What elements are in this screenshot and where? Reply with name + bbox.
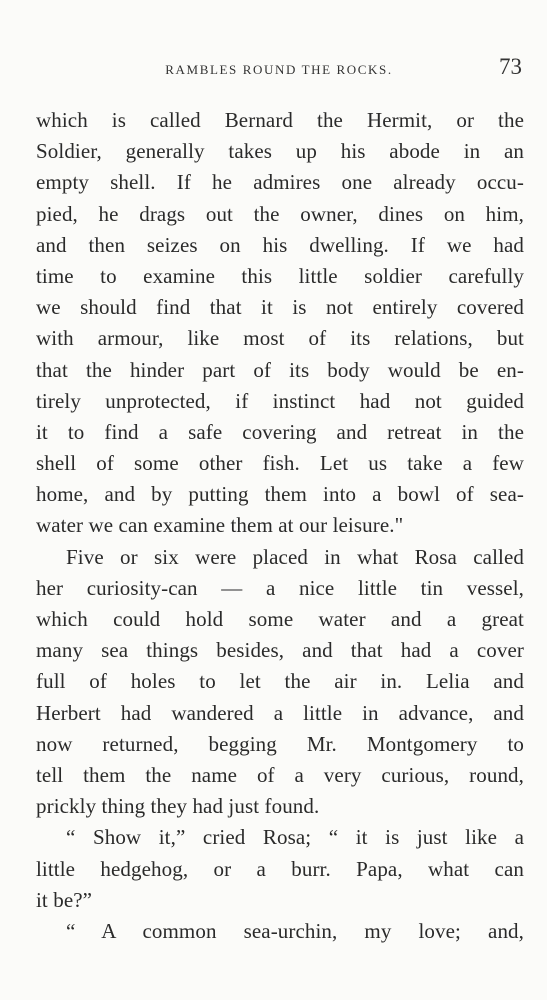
- text-line: empty shell. If he admires one already occu-: [36, 170, 524, 195]
- text-line: full of holes to let the air in. Lelia and: [36, 669, 524, 694]
- text-line: her curiosity-can — a nice little tin vessel,: [36, 575, 524, 600]
- running-head: [36, 54, 522, 84]
- text-line: little hedgehog, or a burr. Papa, what can: [36, 856, 524, 881]
- text-line: Five or six were placed in what Rosa called: [66, 544, 524, 569]
- text-line: with armour, like most of its relations, but: [36, 326, 524, 351]
- page-number: 73: [499, 54, 522, 79]
- text-line: prickly thing they had just found.: [36, 794, 320, 819]
- running-title: RAMBLES ROUND THE ROCKS.: [165, 62, 393, 77]
- text-line: many sea things besides, and that had a cover: [36, 638, 524, 663]
- body-text: [36, 105, 524, 947]
- text-line: tirely unprotected, if instinct had not guided: [36, 388, 524, 413]
- text-line: tell them the name of a very curious, round,: [36, 762, 524, 787]
- text-line: water we can examine them at our leisure.": [36, 513, 404, 538]
- text-line: which is called Bernard the Hermit, or the: [36, 108, 524, 132]
- text-line: that the hinder part of its body would be en-: [36, 357, 524, 382]
- text-line: shell of some other fish. Let us take a few: [36, 451, 524, 476]
- text-line: it be?”: [36, 887, 93, 912]
- text-line: we should find that it is not entirely covered: [36, 295, 524, 320]
- text-line: “ A common sea-urchin, my love; and,: [66, 918, 524, 943]
- text-line: “ Show it,” cried Rosa; “ it is just like a: [66, 825, 524, 850]
- text-line: which could hold some water and a great: [36, 607, 524, 631]
- text-line: home, and by putting them into a bowl of sea-: [36, 482, 524, 507]
- text-line: time to examine this little soldier carefully: [36, 263, 524, 288]
- text-line: Soldier, generally takes up his abode in an: [36, 139, 524, 164]
- text-line: it to find a safe covering and retreat in the: [36, 419, 524, 444]
- text-line: and then seizes on his dwelling. If we had: [36, 232, 524, 257]
- text-line: pied, he drags out the owner, dines on him,: [36, 201, 524, 226]
- text-line: Herbert had wandered a little in advance, and: [36, 700, 524, 725]
- text-line: now returned, begging Mr. Montgomery to: [36, 731, 524, 756]
